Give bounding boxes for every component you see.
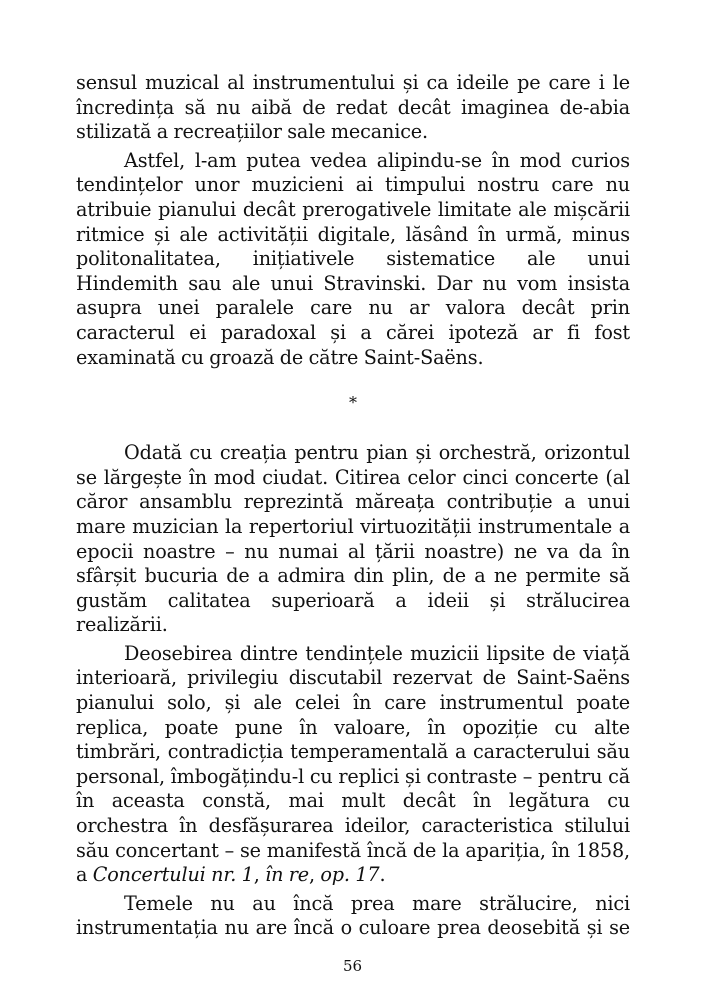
paragraph-astfel: Astfel, l-am putea vedea alipindu-se în mod curios tendințelor unor muzicieni ai timpului nostru care nu atribuie pianului decât prerogativele limitate ale mișcării ritmice și ale activității digitale, lăsând în urmă, minus politonalitatea, inițiativele sistematice ale unui Hindemith sau ale unui Stravinski. Dar nu vom insista asupra unei paralele care nu ar valora decât prin caracterul ei paradoxal și a cărei ipoteză ar fi fost examinată cu groază de către Saint-Saëns. bbox=[76, 148, 630, 369]
paragraph-deosebirea bbox=[76, 642, 630, 888]
paragraph-text: Deosebirea dintre tendințele muzicii lipsite de viață interioară, privilegiu discutabil rezervat de Saint-Saëns pianului solo, și ale celei în care instrumentul poate replica, poate pune în valoare, în opoziție cu alte timbrări, contradicția temperamentală a caracterului său personal, îmbogățindu-l cu replici și contraste – pentru că în aceasta constă, mai mult decât în legătura cu orchestra în desfășurarea ideilor, caracteristica stilului său concertant – se manifestă încă de la apariția, în 1858, a bbox=[76, 641, 630, 887]
work-title-italic: Concertului nr. 1 bbox=[92, 863, 254, 887]
key-italic: în re bbox=[265, 863, 309, 887]
document-page bbox=[76, 71, 630, 941]
paragraph-odata: Odată cu creația pentru pian și orchestră, orizontul se lărgește în mod ciudat. Citirea celor cinci concerte (al căror ansamblu reprezintă măreața contribuție a unui mare muzician la repertoriul virtuozității instrumentale a epocii noastre – nu numai al țării noastre) ne va da în sfârșit bucuria de a admira din plin, de a ne permite să gustăm calitatea superioară a ideii și strălucirea realizării. bbox=[76, 441, 630, 637]
separator-comma: , bbox=[308, 863, 321, 887]
page-number: 56 bbox=[342, 957, 363, 975]
paragraph-temele: Temele nu au încă prea mare strălucire, nici instrumentația nu are încă o culoare prea deosebită și se bbox=[76, 891, 630, 940]
opus-italic: op. 17 bbox=[320, 863, 380, 887]
paragraph-continuation: sensul muzical al instrumentului și ca ideile pe care i le încredința să nu aibă de redat decât imaginea de-abia stilizată a recreațiilor sale mecanice. bbox=[76, 71, 630, 144]
separator-comma: , bbox=[253, 863, 266, 887]
section-separator-asterisk: * bbox=[349, 393, 357, 413]
period: . bbox=[379, 863, 386, 887]
